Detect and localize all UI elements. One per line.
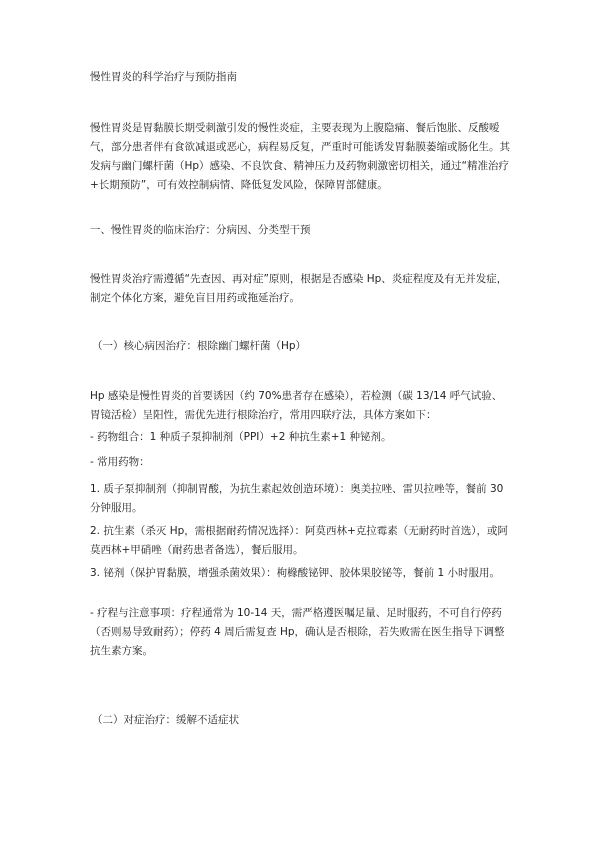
intro-paragraph: 慢性胃炎是胃黏膜长期受刺激引发的慢性炎症，主要表现为上腹隐痛、餐后饱胀、反酸嗳气，部分患者伴有食欲减退或恶心，病程易反复，严重时可能诱发胃黏膜萎缩或肠化生。其发病与幽门螺杆菌（Hp）感染、不良饮食、精神压力及药物刺激密切相关，通过“精准治疗+长期预防”，可有效控制病情、降低复发风险，保障胃部健康。: [90, 122, 510, 191]
bullet-drug-combination: - 药物组合：1 种质子泵抑制剂（PPI）+2 种抗生素+1 种铋剂。: [90, 431, 392, 443]
list-item-ppi: 1. 质子泵抑制剂（抑制胃酸，为抗生素起效创造环境）：奥美拉唑、雷贝拉唑等，餐前 30 分钟服用。: [90, 483, 504, 514]
list-item-bismuth: 3. 铋剂（保护胃黏膜，增强杀菌效果）：枸橼酸铋钾、胶体果胶铋等，餐前 1 小时服用。: [90, 567, 500, 579]
section-1-paragraph: 慢性胃炎治疗需遵循“先查因、再对症”原则，根据是否感染 Hp、炎症程度及有无并发症，制定个体化方案，避免盲目用药或拖延治疗。: [90, 273, 508, 304]
subsection-2-heading: （二）对症治疗：缓解不适症状: [92, 714, 239, 726]
bullet-common-drugs: - 常用药物：: [90, 456, 150, 468]
section-1-heading: 一、慢性胃炎的临床治疗：分病因、分类型干预: [90, 224, 311, 236]
document-title: 慢性胃炎的科学治疗与预防指南: [90, 71, 237, 83]
subsection-1-paragraph: Hp 感染是慢性胃炎的首要诱因（约 70%患者存在感染），若检测（碳 13/14 呼气试验、胃镜活检）呈阳性，需优先进行根除治疗，常用四联疗法，具体方案如下：: [90, 390, 503, 421]
bullet-course-notes: - 疗程与注意事项：疗程通常为 10-14 天，需严格遵医嘱足量、足时服药，不可自行停药（否则易导致耐药）；停药 4 周后需复查 Hp，确认是否根除，若失败需在医生指导下调整抗生素方案。: [90, 607, 505, 657]
subsection-1-heading: （一）核心病因治疗：根除幽门螺杆菌（Hp）: [92, 340, 307, 352]
list-item-antibiotics: 2. 抗生素（杀灭 Hp，需根据耐药情况选择）：阿莫西林+克拉霉素（无耐药时首选），或阿莫西林+甲硝唑（耐药患者备选），餐后服用。: [90, 525, 509, 556]
